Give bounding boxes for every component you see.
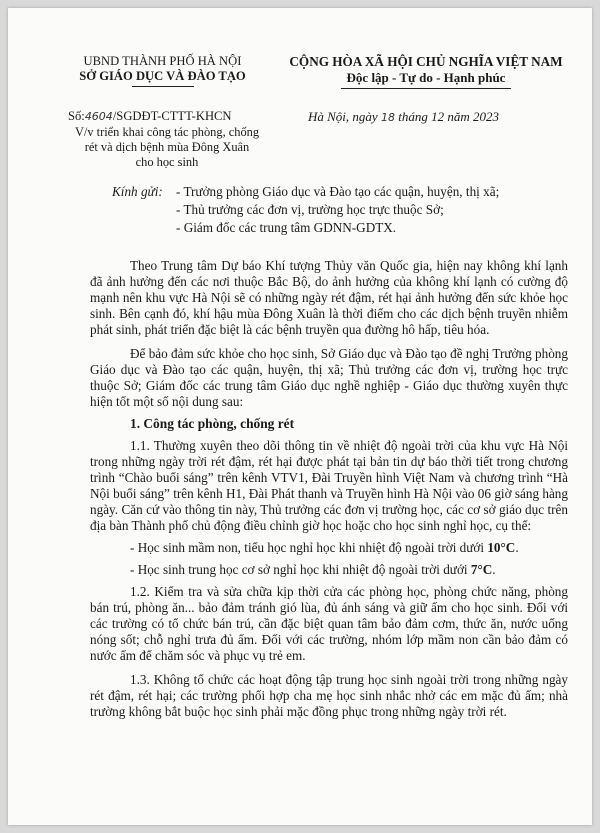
org-line-2: SỞ GIÁO DỤC VÀ ĐÀO TẠO [79, 69, 246, 83]
subject-line: rét và dịch bệnh mùa Đông Xuân [84, 140, 250, 154]
subject [62, 125, 272, 170]
list-item-period: . [515, 540, 519, 555]
paragraph-1-2: 1.2. Kiểm tra và sửa chữa kịp thời cửa các phòng học, phòng chức năng, phòng bán trú, phòng ăn... bảo đảm tránh gió lùa, đủ ánh sáng và giữ ấm cho học sinh. Đối với các trường có tổ chức bán trú, cần đặc biệt quan tâm bảo đảm cơm, thức ăn, nước uống nóng sốt; chỗ nghỉ trưa đủ ấm. Đối với các trường, nhóm lớp mầm non cần bảo đảm có nước ấm để chăm sóc và phục vụ trẻ em. [90, 584, 568, 663]
motto: Độc lập - Tự do - Hạnh phúc [346, 70, 506, 85]
list-item [90, 562, 568, 578]
subject-line: cho học sinh [135, 155, 199, 169]
list-item-period: . [492, 562, 496, 577]
org-underline [132, 86, 194, 87]
document-page [8, 8, 592, 825]
recipient-item: - Thủ trưởng các đơn vị, trường học trực thuộc Sở; [176, 202, 444, 217]
paragraph-intro: Theo Trung tâm Dự báo Khí tượng Thủy văn Quốc gia, hiện nay không khí lạnh đã ảnh hưởng đến các nơi thuộc Bắc Bộ, do ảnh hưởng của không khí lạnh có cường độ mạnh nên khu vực Hà Nội sẽ có những ngày rét đậm, rét hại ảnh hưởng đến sức khỏe học sinh. Bên cạnh đó, khí hậu mùa Đông Xuân là thời điểm cho các dịch bệnh truyền nhiễm phát sinh, phát triển đặc biệt là các bệnh truyền qua đường hô hấp, tiêu hóa. [90, 258, 568, 337]
document-body [90, 258, 568, 728]
doc-no-prefix: Số: [68, 109, 85, 123]
list-item-text: - Học sinh mầm non, tiểu học nghỉ học khi nhiệt độ ngoài trời dưới [130, 540, 488, 555]
paragraph-request: Để bảo đảm sức khỏe cho học sinh, Sở Giáo dục và Đào tạo đề nghị Trưởng phòng Giáo dục và Đào tạo các quận, huyện, thị xã; Thủ trưởng các đơn vị, trường học trực thuộc Sở; Giám đốc các trung tâm Giáo dục nghề nghiệp - Giáo dục thường xuyên thực hiện tốt một số nội dung sau: [90, 346, 568, 409]
greeting: Kính gửi: [112, 184, 163, 199]
temperature-threshold: 7°C [470, 562, 493, 577]
paragraph-1-1: 1.1. Thường xuyên theo dõi thông tin về nhiệt độ ngoài trời của khu vực Hà Nội trong những ngày trời rét đậm, rét hại được phát tại bản tin dự báo thời tiết trong chương trình “Chào buổi sáng” trên kênh VTV1, Đài Truyền hình Việt Nam và chương trình “Hà Nội buổi sáng” trên kênh H1, Đài Phát thanh và Truyền hình Hà Nội vào 06 giờ sáng hàng ngày. Căn cứ vào thông tin này, Thủ trưởng các đơn vị trường học, các cơ sở giáo dục trên địa bàn Thành phố chủ động điều chỉnh giờ học hoặc cho học sinh nghỉ học, cụ thể: [90, 438, 568, 533]
issuing-authority [60, 54, 265, 87]
recipient-item: - Trưởng phòng Giáo dục và Đào tạo các quận, huyện, thị xã; [176, 184, 500, 199]
nation-title: CỘNG HÒA XÃ HỘI CHỦ NGHĨA VIỆT NAM [289, 54, 563, 69]
national-header [270, 54, 582, 89]
motto-underline [341, 88, 511, 89]
section-heading: 1. Công tác phòng, chống rét [130, 416, 295, 431]
place-suffix: tháng 12 năm 2023 [398, 109, 499, 124]
list-item-text: - Học sinh trung học cơ sở nghỉ học khi nhiệt độ ngoài trời dưới [130, 562, 471, 577]
place-date [308, 109, 499, 125]
document-number [68, 109, 232, 124]
doc-no-suffix: /SGDĐT-CTTT-KHCN [112, 109, 232, 123]
place-prefix: Hà Nội, ngày [308, 109, 378, 124]
doc-no-handwritten: 4604 [84, 110, 113, 123]
subject-line: V/v triển khai công tác phòng, chống [74, 125, 260, 139]
list-item [90, 540, 568, 556]
recipient-item: - Giám đốc các trung tâm GDNN-GDTX. [176, 220, 397, 235]
org-line-1: UBND THÀNH PHỐ HÀ NỘI [83, 54, 242, 68]
paragraph-1-3: 1.3. Không tổ chức các hoạt động tập trung học sinh ngoài trời trong những ngày rét đậm, rét hại; các trường phối hợp cha mẹ học sinh nhắc nhở các em mặc đủ ấm; nhà trường không bắt buộc học sinh phải mặc đồng phục trong những ngày trời rét. [90, 672, 568, 719]
day-handwritten: 18 [380, 111, 395, 124]
temperature-threshold: 10°C [487, 540, 516, 555]
